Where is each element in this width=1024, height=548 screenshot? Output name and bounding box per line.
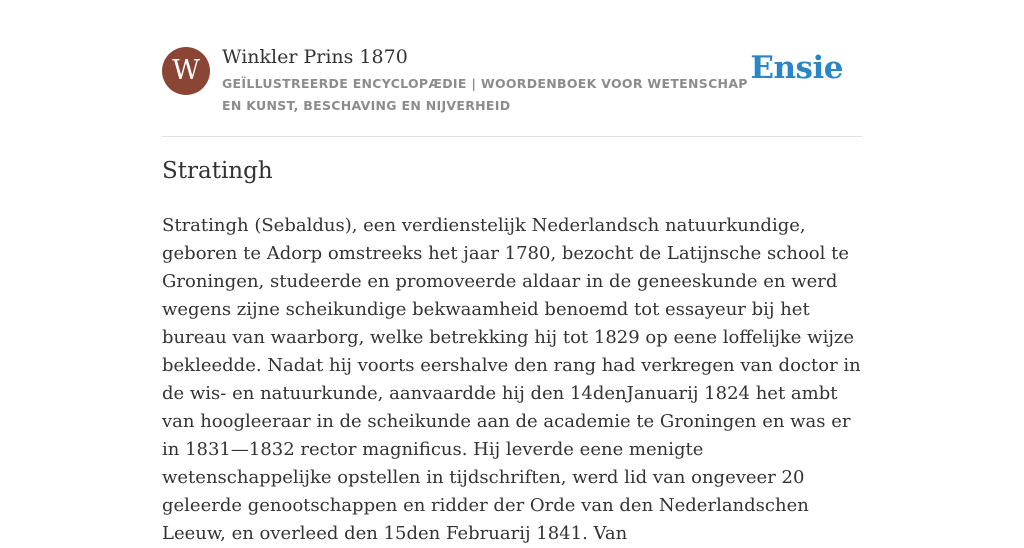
source-avatar[interactable]: W [162,47,210,95]
article-title: Stratingh [162,158,273,184]
article-body: Stratingh (Sebaldus), een verdienstelijk Nederlandsch natuurkundige, geboren te Adorp omstreeks het jaar 1780, bezocht de Latijnsche school te Groningen, studeerde en promoveerde aldaar in de geneeskunde en werd wegens zijne scheikundige bekwaamheid benoemd tot essayeur bij het bureau van waarborg, welke betrekking hij tot 1829 op eene loffelijke wijze bekleedde. Nadat hij voorts eershalve den rang had verkregen van doctor in de wis- en natuurkunde, aanvaardde hij den 14denJanuarij 1824 het ambt van hoogleeraar in de scheikunde aan de academie te Groningen en was er in 1831—1832 rector magnificus. Hij leverde eene menigte wetenschappelijke opstellen in tijdschriften, werd lid van ongeveer 20 geleerde genootschappen en ridder der Orde van den Nederlandschen Leeuw, en overleed den 15den Februarij 1841. Van [162,215,861,544]
source-title[interactable]: Winkler Prins 1870 [222,46,408,68]
source-subtitle: GEÏLLUSTREERDE ENCYCLOPÆDIE | WOORDENBOEK VOOR WETENSCHAP EN KUNST, BESCHAVING EN NIJVERHEID [222,76,748,113]
ensie-logo[interactable]: Ensie [750,50,843,86]
source-header [162,44,862,137]
